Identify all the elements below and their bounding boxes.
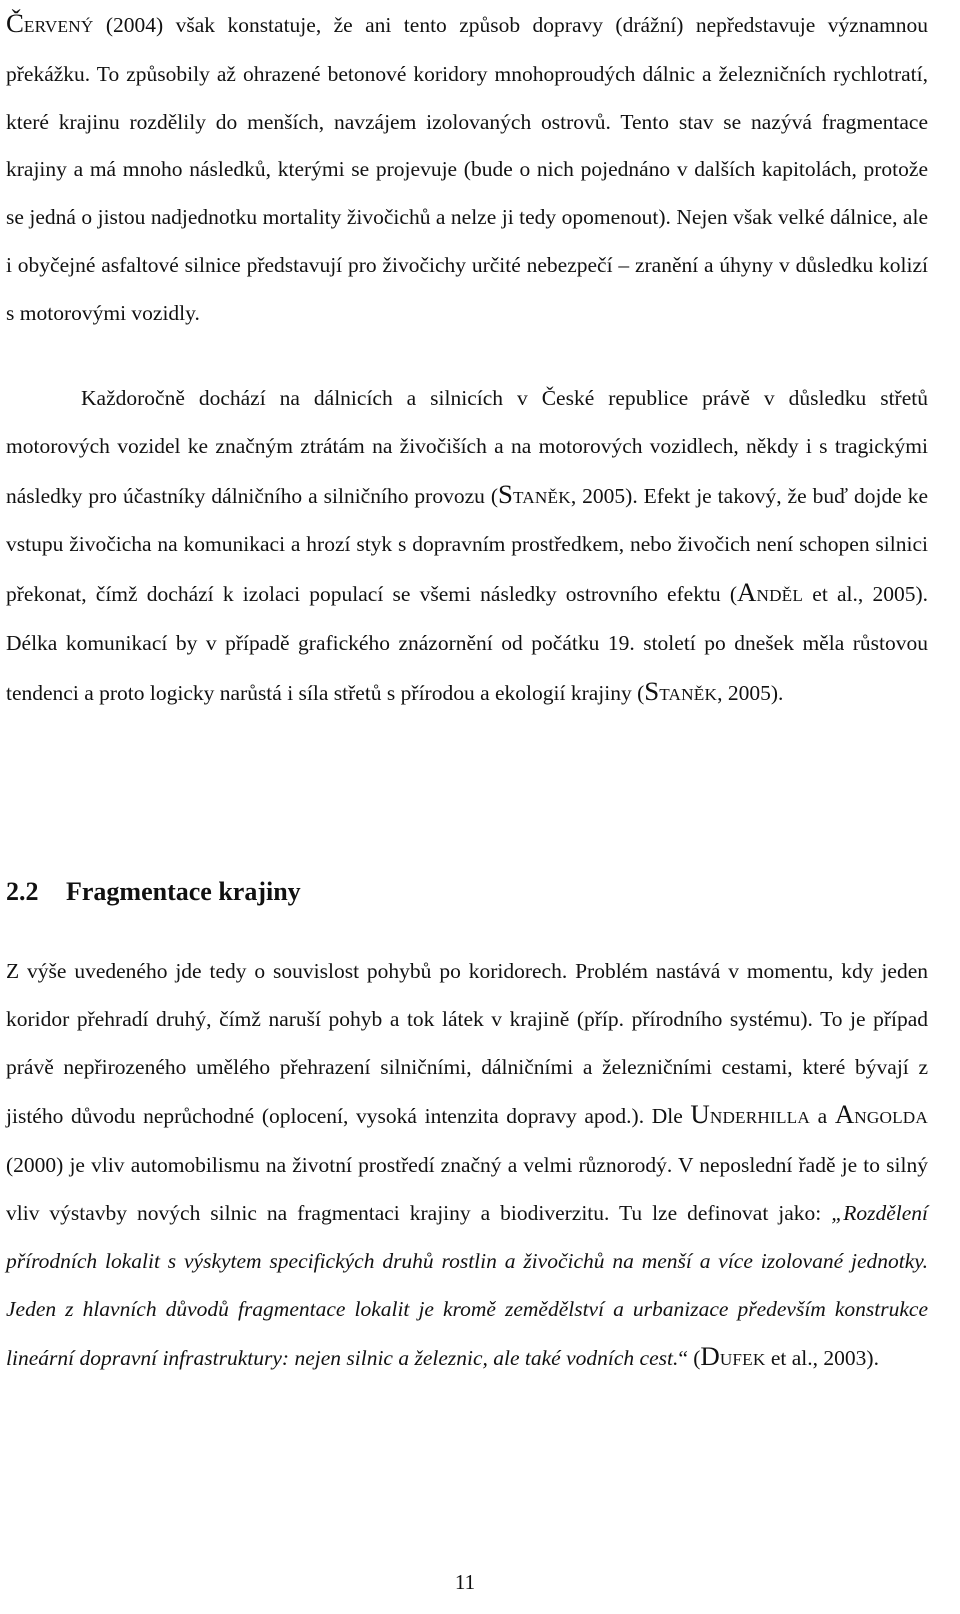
paragraph-3-text-e: et al., 2003). xyxy=(765,1346,879,1371)
paragraph-1-text: (2004) však konstatuje, že ani tento způsob dopravy (drážní) nepředstavuje významnou překážku. To způsobily až ohrazené betonové koridory mnohoproudých dálnic a železničních rychlotratí, které krajinu rozdělily do menších, navzájem izolovaných ostrovů. Tento stav se nazývá fragmentace krajiny a má mnoho následků, kterými se projevuje (bude o nich pojednáno v dalších kapitolách, protože se jedná o jistou nadjednotku mortality živočichů a nelze ji tedy opomenout). Nejen však velké dálnice, ale i obyčejné asfaltové silnice představují pro živočichy určité nebezpečí – zranění a úhyny v důsledku kolizí s motorovými vozidly. xyxy=(6,13,928,325)
paragraph-3-text-b: a xyxy=(809,1104,835,1129)
paragraph-3 xyxy=(6,948,928,1384)
paragraph-3-text-a: Z výše uvedeného jde tedy o souvislost pohybů po koridorech. Problém nastává v momentu, kdy jeden koridor přehradí druhý, čímž naruší pohyb a tok látek v krajině (příp. přírodního systému). To je případ právě nepřirozeného umělého přehrazení silničními, dálničními a železničními cestami, které bývají z jistého důvodu neprůchodné (oplocení, vysoká intenzita dopravy apod.). Dle xyxy=(6,959,928,1129)
paragraph-2-text-c: et al., 2005). Délka komunikací by v případě grafického znázornění od počátku 19. století po dnešek měla růstovou tendenci a proto logicky narůstá i síla střetů s přírodou a ekologií krajiny ( xyxy=(6,582,928,705)
paragraph-1 xyxy=(6,0,928,338)
citation-stanek-1: STANĚK xyxy=(498,478,571,509)
citation-angold: ANGOLDA xyxy=(834,1099,928,1130)
citation-stanek-2: STANĚK xyxy=(644,675,718,706)
citation-underhill: UNDERHILLA xyxy=(690,1099,810,1130)
paragraph-2 xyxy=(6,375,928,719)
citation-dufek: DUFEK xyxy=(700,1341,766,1372)
author-cervenY: ČERVENÝ xyxy=(6,8,94,38)
paragraph-2-text-a: Každoročně dochází na dálnicích a silnicích v České republice právě v důsledku střetů motorových vozidel ke značným ztrátám na živočiších a na motorových vozidlech, někdy i s tragickými následky pro účastníky dálničního a silničního provozu ( xyxy=(6,386,928,508)
section-number: 2.2 xyxy=(6,877,39,906)
paragraph-3-text-c: (2000) je vliv automobilismu na životní prostředí značný a velmi různorodý. V neposlední řadě je to silný vliv výstavby nových silnic na fragmentaci krajiny a biodiverzitu. Tu lze definovat jako: xyxy=(6,1153,928,1225)
paragraph-2-text-d: , 2005). xyxy=(717,680,784,705)
paragraph-2-text-b: , 2005). Efekt je takový, že buď dojde ke vstupu živočicha na komunikaci a hrozí styk s dopravním prostředkem, nebo živočich není schopen silnici překonat, čímž dochází k izolaci populací se všemi následky ostrovního efektu ( xyxy=(6,483,928,607)
paragraph-3-text-d: “ ( xyxy=(678,1346,701,1371)
section-heading xyxy=(6,872,301,912)
citation-andel: ANDĚL xyxy=(737,577,804,608)
page-number: 11 xyxy=(454,1570,476,1594)
section-title: Fragmentace krajiny xyxy=(66,877,301,906)
definition-quote: „Rozdělení přírodních lokalit s výskytem specifických druhů rostlin a živočichů na menší a více izolované jednotky. Jeden z hlavních důvodů fragmentace lokalit je kromě zemědělství a urbanizace především konstrukce lineární dopravní infrastruktury: nejen silnic a železnic, ale také vodních cest. xyxy=(6,1200,928,1371)
